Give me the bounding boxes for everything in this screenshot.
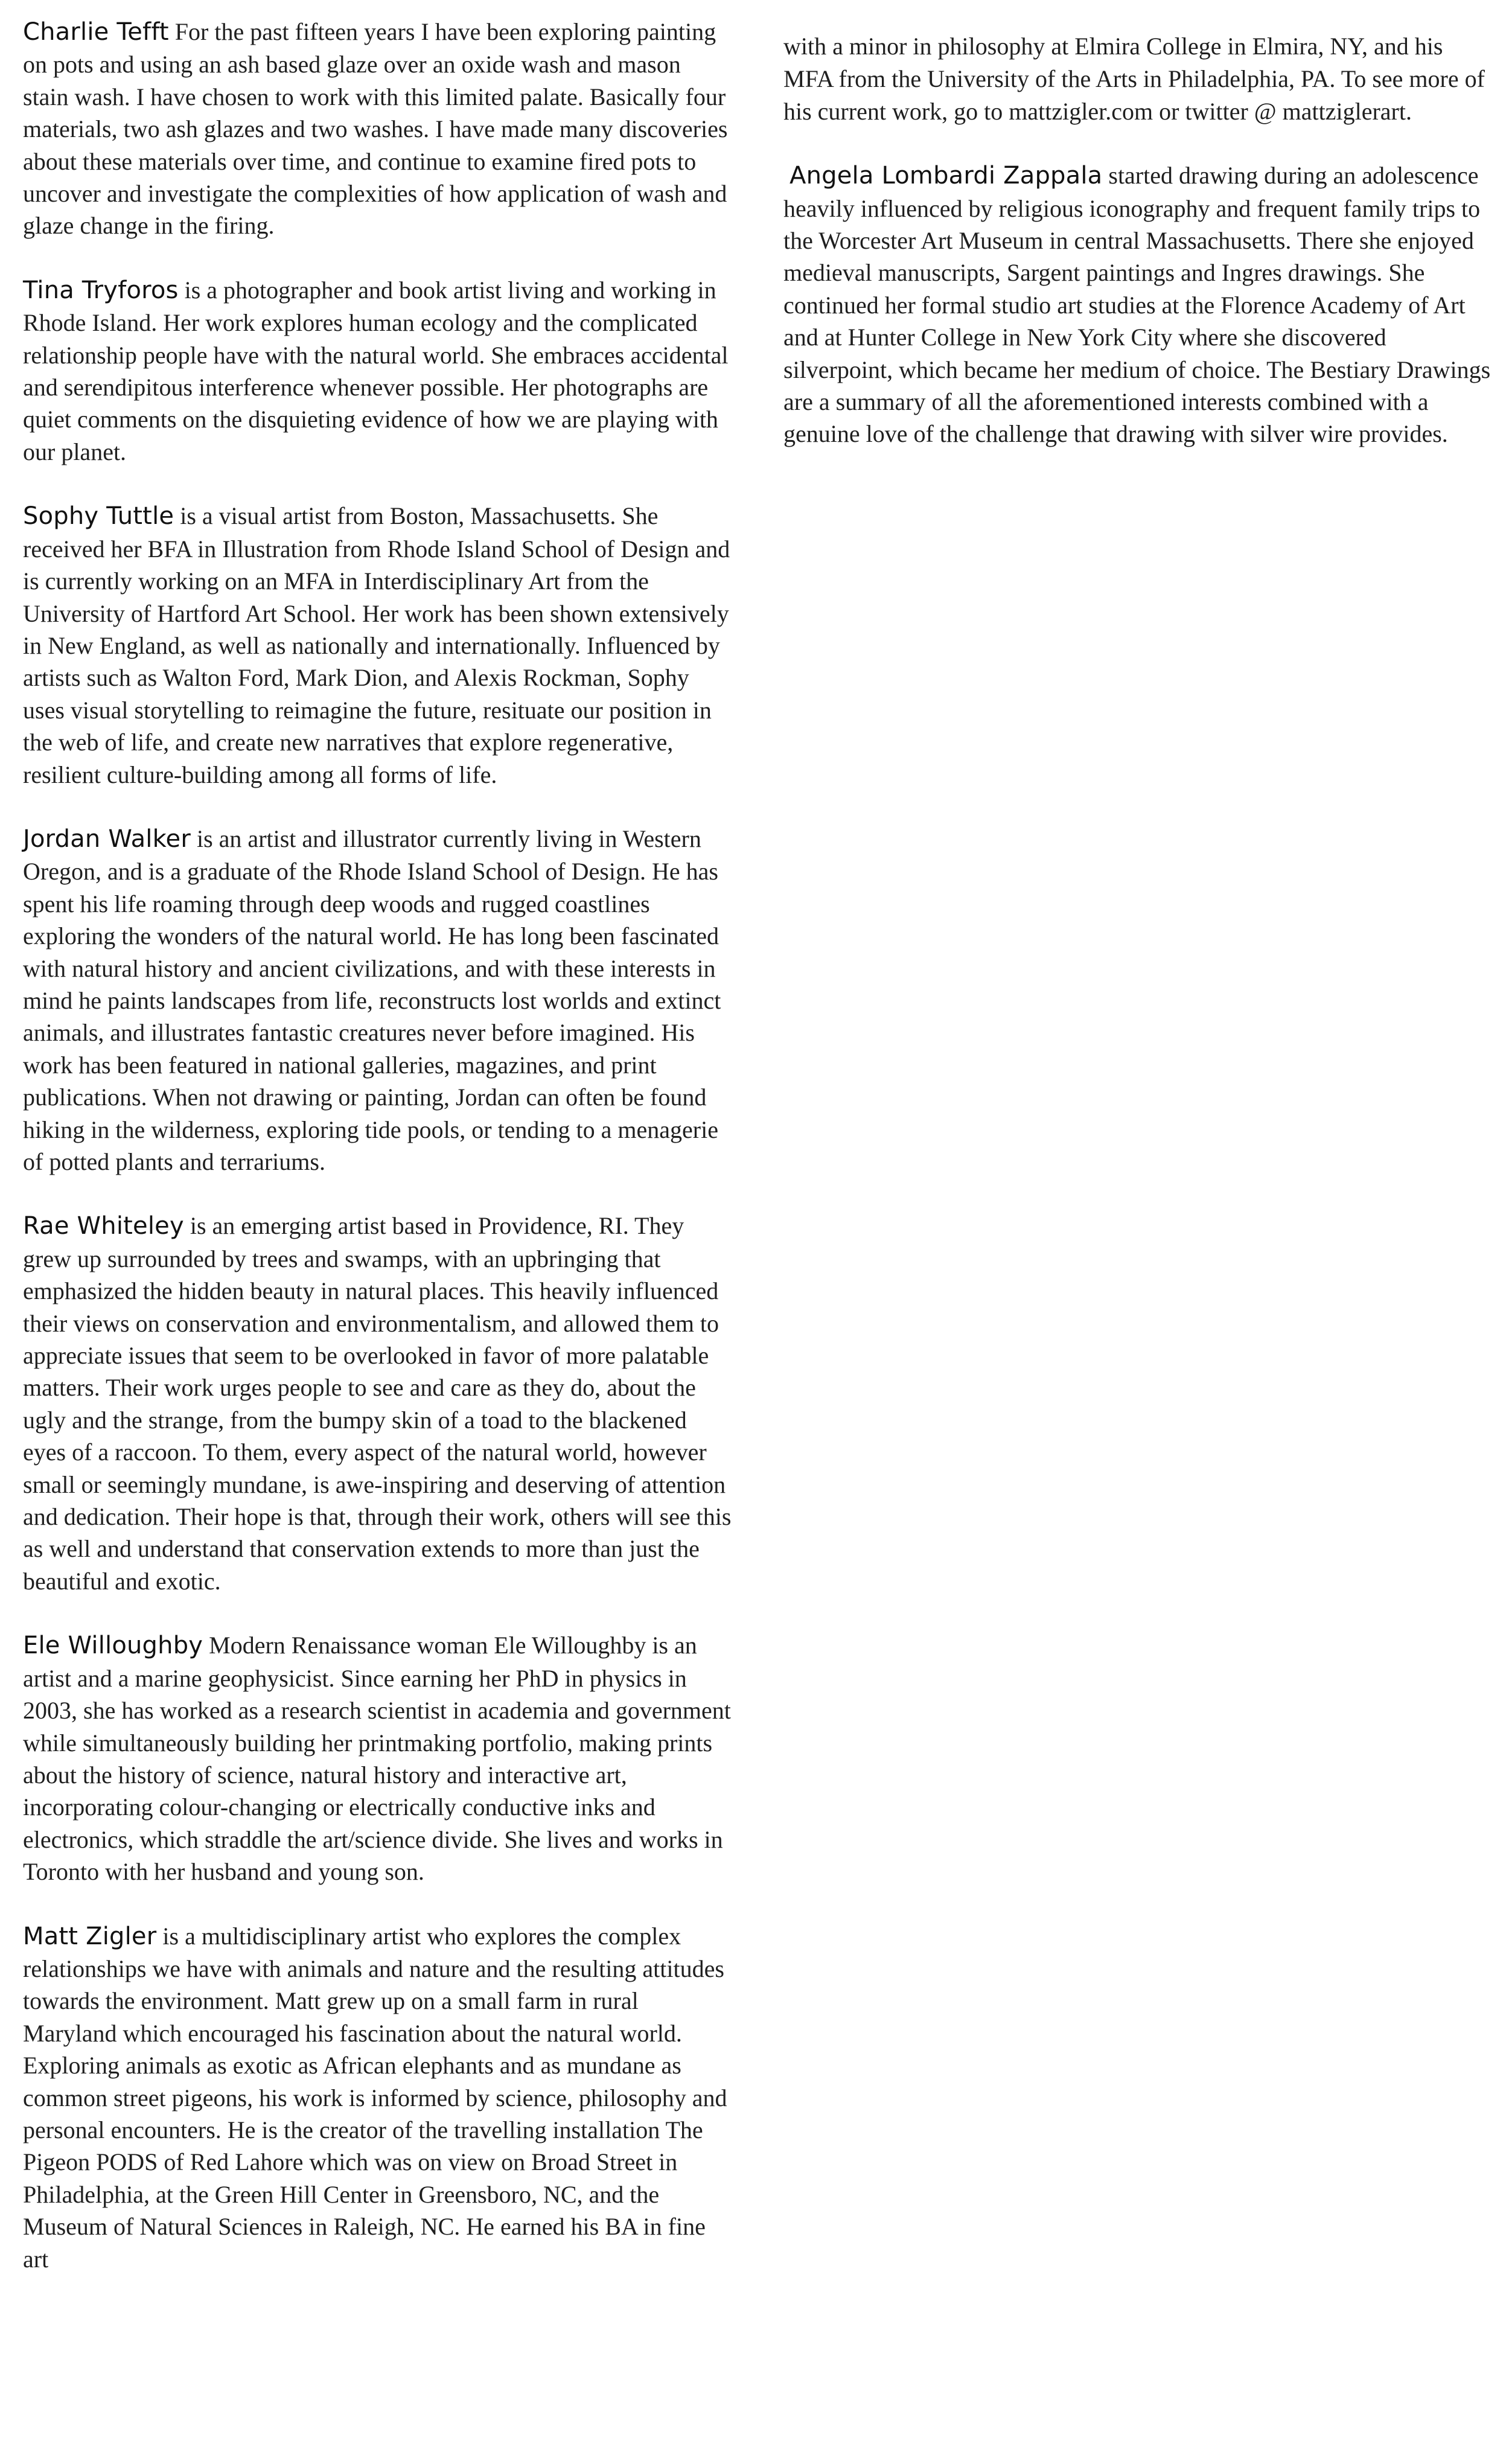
right-column [783,16,1493,482]
bio-text: is a photographer and book artist living and working in Rhode Island. Her work explores human ecology and the complicated relationship people have with the natural world. She embraces accidental and serendipitous interference whenever possible. Her photographs are quiet comments on the disquieting evidence of how we are playing with our planet. [23,276,729,465]
bio-ele-willoughby [23,1629,732,1888]
artist-name: Ele Willoughby [23,1632,203,1660]
bio-tina-tryforos [23,274,732,468]
bio-text: is an artist and illustrator currently living in Western Oregon, and is a graduate of the Rhode Island School of Design. He has spent his life roaming through deep woods and rugged coastlines exploring the wonders of the natural world. He has long been fascinated with natural history and ancient civilizations, and with these interests in mind he paints landscapes from life, reconstructs lost worlds and extinct animals, and illustrates fantastic creatures never before imagined. His work has been featured in national galleries, magazines, and print publications. When not drawing or painting, Jordan can often be found hiking in the wilderness, exploring tide pools, or tending to a menagerie of potted plants and terrariums. [23,825,721,1175]
bio-jordan-walker [23,823,732,1178]
bio-text: started drawing during an adolescence heavily influenced by religious iconography and frequent family trips to the Worcester Art Museum in central Massachusetts. There she enjoyed medieval manuscripts, Sargent paintings and Ingres drawings. She continued her formal studio art studies at the Florence Academy of Art and at Hunter College in New York City where she discovered silverpoint, which became her medium of choice. The Bestiary Drawings are a summary of all the aforementioned interests combined with a genuine love of the challenge that drawing with silver wire provides. [783,162,1491,448]
bio-matt-zigler [23,1920,732,2275]
bio-sophy-tuttle [23,500,732,791]
artist-name: Angela Lombardi Zappala [790,162,1103,190]
artist-name: Rae Whiteley [23,1212,184,1240]
bio-matt-zigler-continued [783,30,1493,127]
bio-text: with a minor in philosophy at Elmira College in Elmira, NY, and his MFA from the University of the Arts in Philadelphia, PA. To see more of his current work, go to mattzigler.com or twitter @ mattziglerart. [783,33,1485,125]
artist-name: Matt Zigler [23,1922,157,1950]
bio-angela-lombardi-zappala [783,159,1493,450]
artist-name: Charlie Tefft [23,18,169,46]
bio-text: is a multidisciplinary artist who explores the complex relationships we have with animals and nature and the resulting attitudes towards the environment. Matt grew up on a small farm in rural Maryland which encouraged his fascination about the natural world. Exploring animals as exotic as African elephants and as mundane as common street pigeons, his work is informed by science, philosophy and personal encounters. He is the creator of the travelling installation The Pigeon PODS of Red Lahore which was on view on Broad Street in Philadelphia, at the Green Hill Center in Greensboro, NC, and the Museum of Natural Sciences in Raleigh, NC. He earned his BA in fine art [23,1922,727,2273]
artist-name: Sophy Tuttle [23,502,174,531]
bio-rae-whiteley [23,1210,732,1597]
left-column [23,16,732,2307]
artist-name: Jordan Walker [23,825,191,853]
bio-text: is a visual artist from Boston, Massachusetts. She received her BFA in Illustration from Rhode Island School of Design and is currently working on an MFA in Interdisciplinary Art from the University of Hartford Art School. Her work has been shown extensively in New England, as well as nationally and internationally. Influenced by artists such as Walton Ford, Mark Dion, and Alexis Rockman, Sophy uses visual storytelling to reimagine the future, resituate our position in the web of life, and create new narratives that explore regenerative, resilient culture-building among all forms of life. [23,502,730,788]
bio-text: Modern Renaissance woman Ele Willoughby is an artist and a marine geophysicist. Since earning her PhD in physics in 2003, she has worked as a research scientist in academia and government while simultaneously building her printmaking portfolio, making prints about the history of science, natural history and interactive art, incorporating colour-changing or electrically conductive inks and electronics, which straddle the art/science divide. She lives and works in Toronto with her husband and young son. [23,1632,731,1886]
bio-text: For the past fifteen years I have been exploring painting on pots and using an ash based glaze over an oxide wash and mason stain wash. I have chosen to work with this limited palate. Basically four materials, two ash glazes and two washes. I have made many discoveries about these materials over time, and continue to examine fired pots to uncover and investigate the complexities of how application of wash and glaze change in the firing. [23,18,728,240]
artist-name: Tina Tryforos [23,276,179,304]
bio-charlie-tefft [23,16,732,242]
bio-text: is an emerging artist based in Providence, RI. They grew up surrounded by trees and swamps, with an upbringing that emphasized the hidden beauty in natural places. This heavily influenced their views on conservation and environmentalism, and allowed them to appreciate issues that seem to be overlooked in favor of more palatable matters. Their work urges people to see and care as they do, about the ugly and the strange, from the bumpy skin of a toad to the blackened eyes of a raccoon. To them, every aspect of the natural world, however small or seemingly mundane, is awe-inspiring and deserving of attention and dedication. Their hope is that, through their work, others will see this as well and understand that conservation extends to more than just the beautiful and exotic. [23,1212,732,1595]
